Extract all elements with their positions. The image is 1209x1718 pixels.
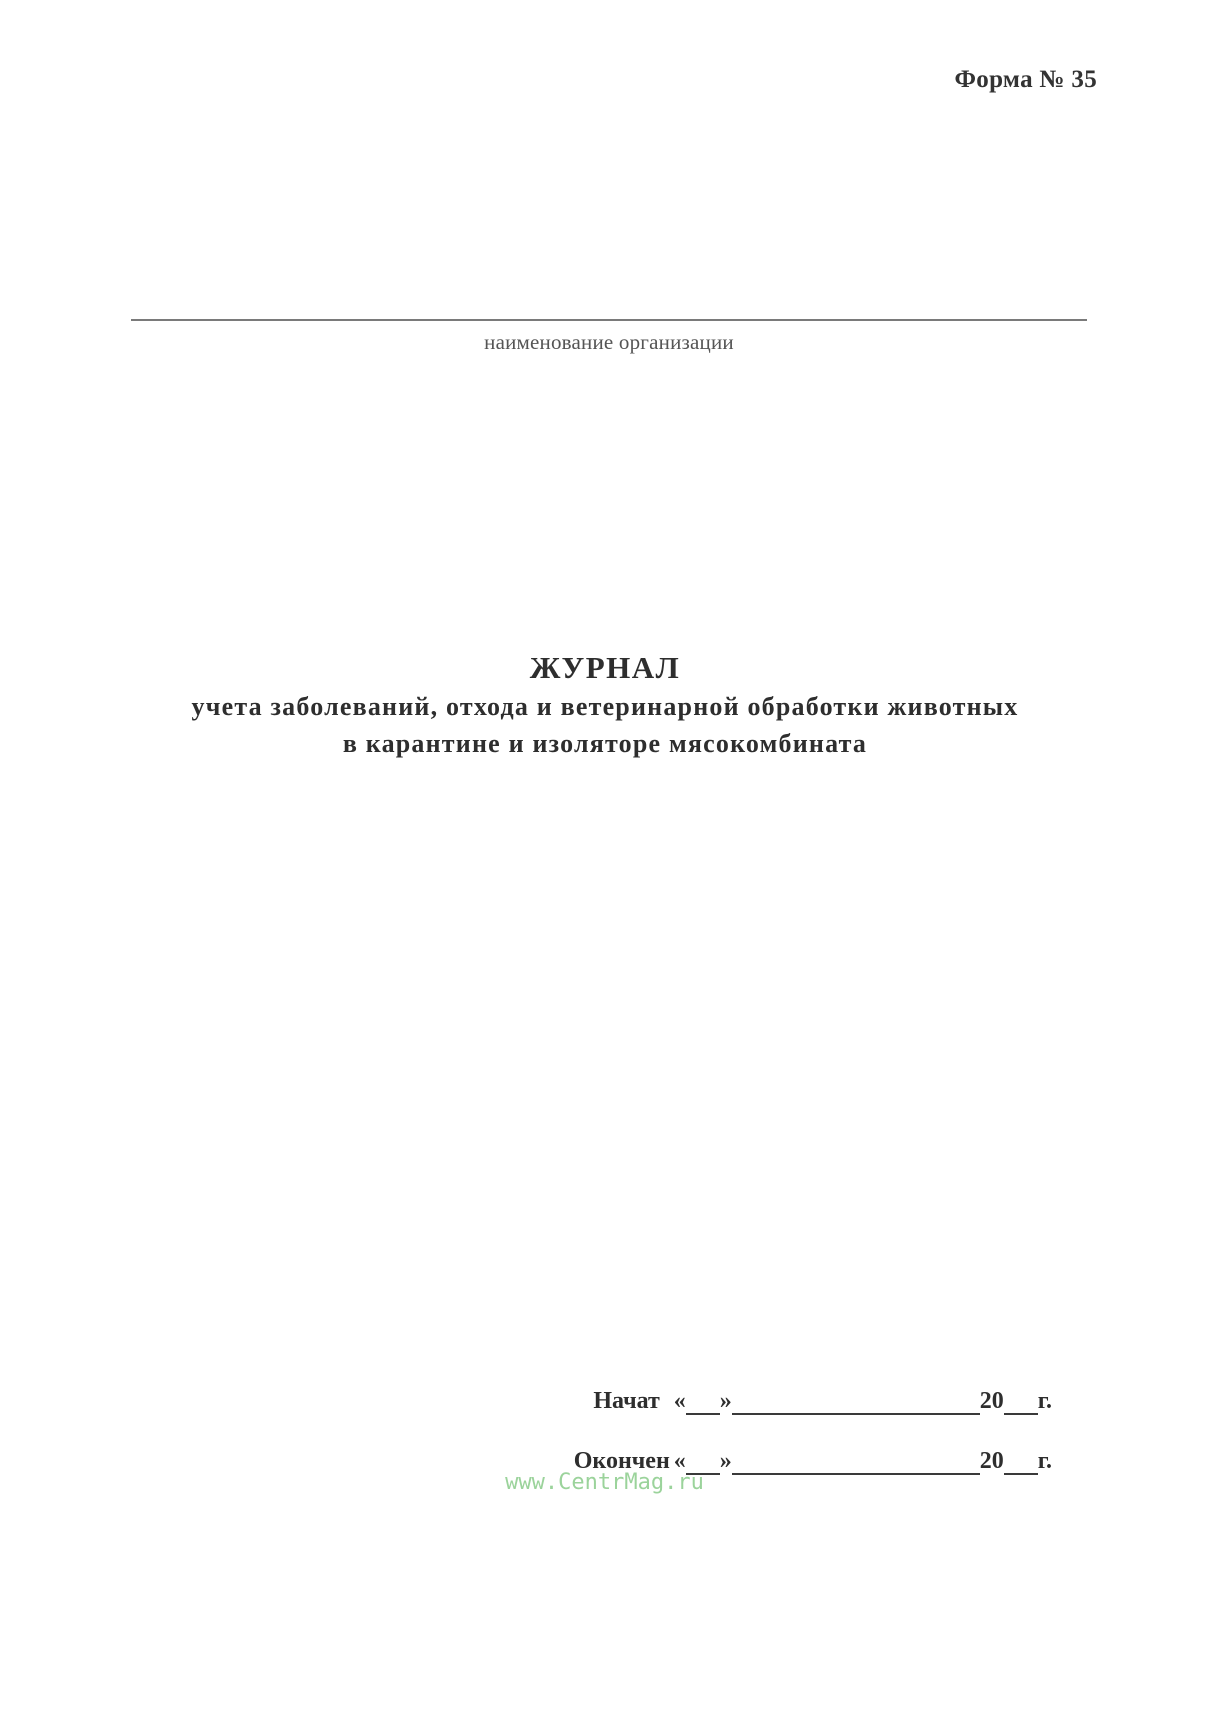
form-number: Форма № 35 <box>954 66 1097 93</box>
ended-quote-close: » <box>719 1448 732 1474</box>
ended-date-row <box>532 1415 1052 1475</box>
started-date-row <box>532 1355 1052 1415</box>
started-label: Начат <box>593 1388 660 1414</box>
started-year-prefix: 20 <box>979 1388 1004 1414</box>
started-quote-close: » <box>719 1388 732 1414</box>
ended-quote-open: « <box>673 1448 686 1474</box>
journal-subtitle-line-2: в карантине и изоляторе мясокомбината <box>342 729 868 758</box>
organization-name-line <box>131 319 1087 321</box>
watermark: www.CentrMag.ru <box>505 1470 704 1495</box>
started-day-blank[interactable] <box>686 1389 720 1415</box>
started-year-blank[interactable] <box>1004 1389 1038 1415</box>
ended-year-suffix: г. <box>1037 1448 1052 1474</box>
journal-title-block <box>80 648 1130 762</box>
journal-subtitle-line-1: учета заболеваний, отхода и ветеринарной обработки животных <box>191 692 1019 721</box>
journal-title: ЖУРНАЛ <box>529 650 681 685</box>
started-quote-open: « <box>673 1388 686 1414</box>
ended-year-prefix: 20 <box>979 1448 1004 1474</box>
started-year-suffix: г. <box>1037 1388 1052 1414</box>
started-month-blank[interactable] <box>732 1389 980 1415</box>
journal-dates <box>532 1355 1052 1475</box>
organization-name-caption: наименование организации <box>484 330 734 354</box>
ended-label: Окончен <box>573 1448 670 1474</box>
